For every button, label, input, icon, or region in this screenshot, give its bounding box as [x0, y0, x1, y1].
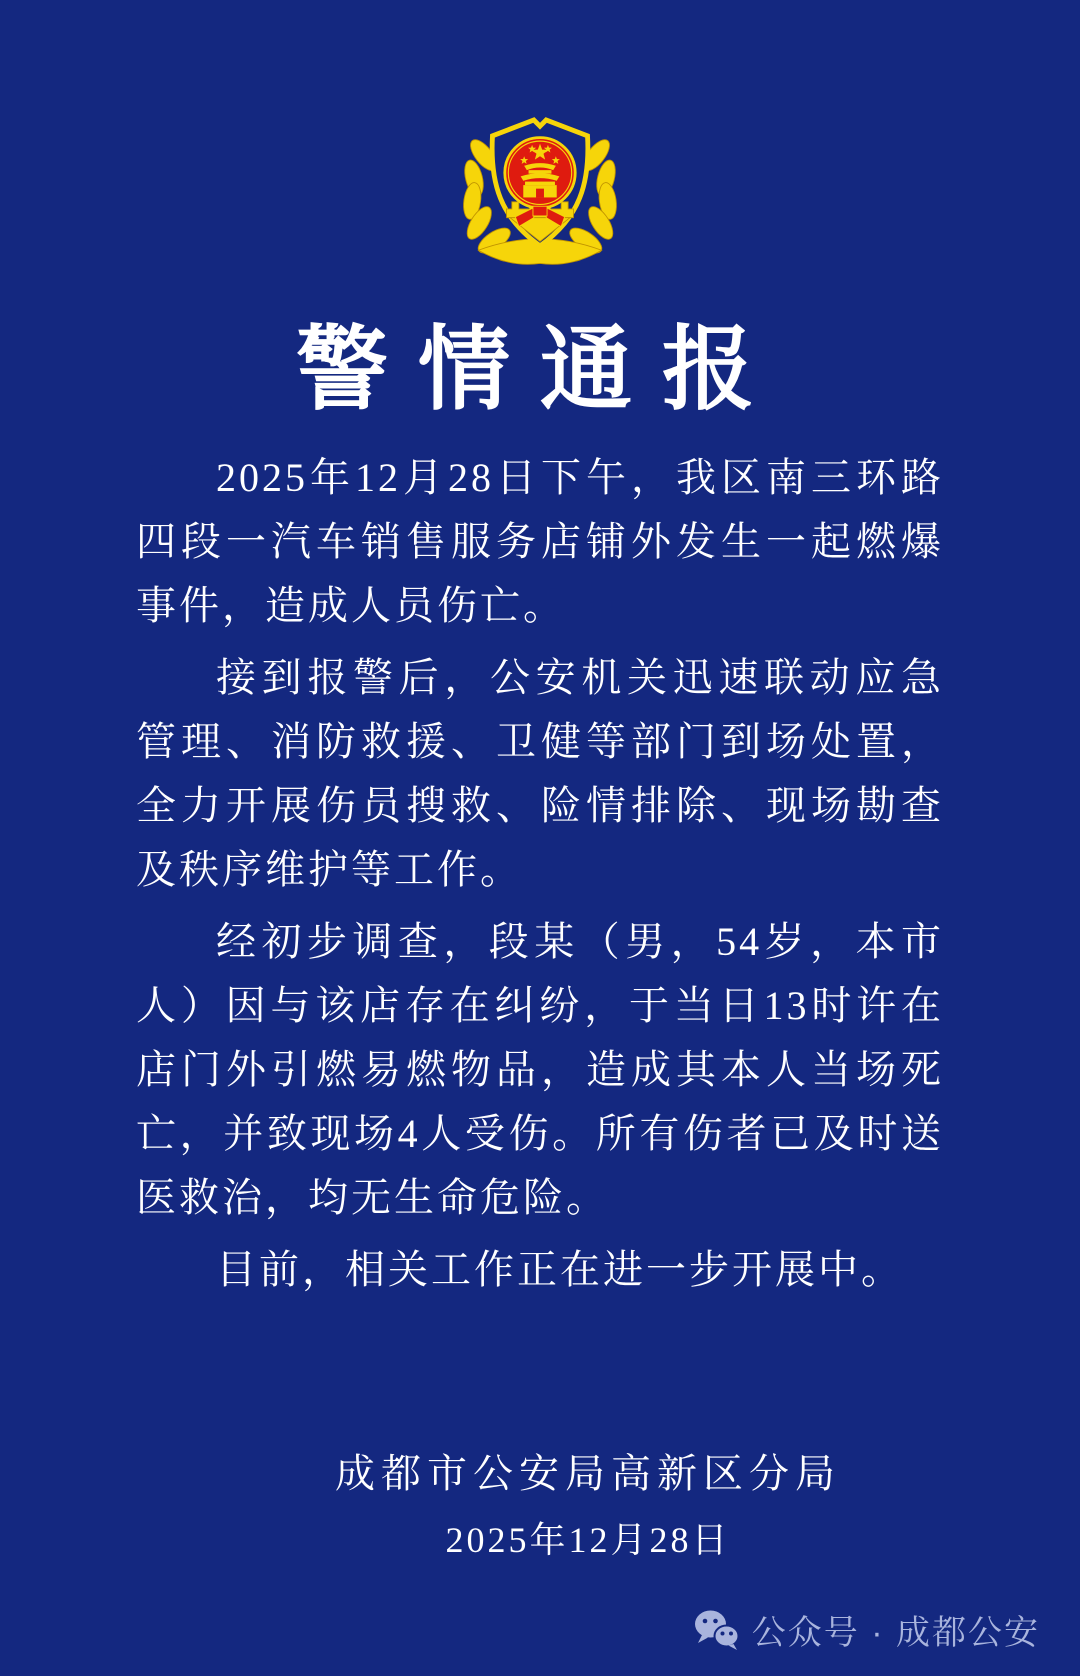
- notice-date: 2025年12月28日: [445, 1520, 731, 1560]
- notice-title: 警情通报: [295, 319, 784, 421]
- police-notice-page: [0, 102, 1080, 1676]
- signature-block: [0, 1450, 1080, 1562]
- wechat-icon: [694, 1609, 740, 1651]
- notice-paragraph-4: 目前，相关工作正在进一步开展中。: [216, 1247, 904, 1292]
- gate-arch: [536, 189, 544, 198]
- police-badge-icon: [452, 102, 628, 270]
- notice-body: [136, 446, 944, 1302]
- notice-paragraph-1: 2025年12月28日下午，我区南三环路四段一汽车销售服务店铺外发生一起燃爆事件，造成人员伤亡。: [136, 455, 944, 628]
- issuing-agency: 成都市公安局高新区分局: [335, 1451, 841, 1496]
- police-badge-emblem: [452, 102, 628, 270]
- notice-paragraph-2: 接到报警后，公安机关迅速联动应急管理、消防救援、卫健等部门到场处置，全力开展伤员搜救、险情排除、现场勘查及秩序维护等工作。: [136, 655, 944, 892]
- notice-paragraph-3: 经初步调查，段某（男，54岁，本市人）因与该店存在纠纷，于当日13时许在店门外引燃易燃物品，造成其本人当场死亡，并致现场4人受伤。所有伤者已及时送医救治，均无生命危险。: [136, 919, 944, 1220]
- wechat-account-label: 公众号 · 成都公安: [751, 1614, 1040, 1652]
- wechat-watermark: [694, 1605, 1040, 1654]
